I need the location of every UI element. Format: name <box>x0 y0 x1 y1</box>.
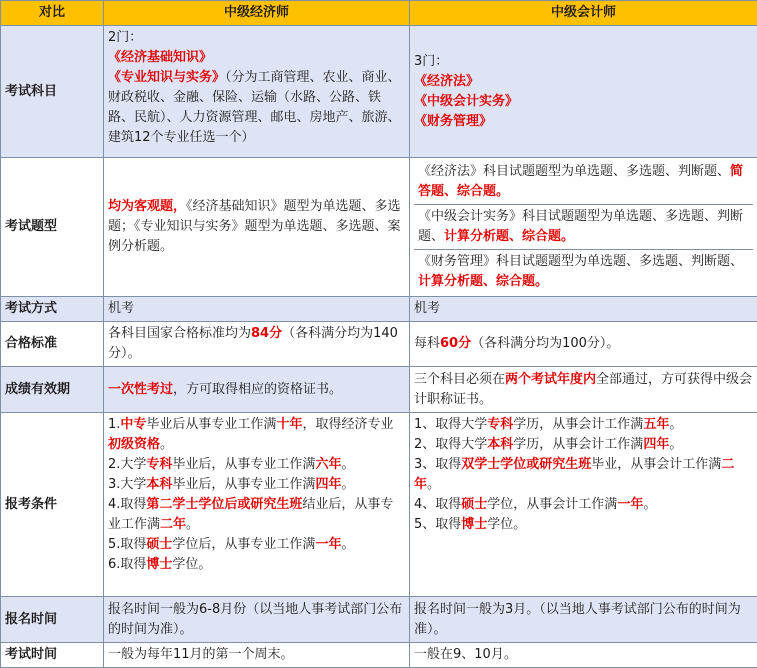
highlight-text: 四年 <box>315 477 341 492</box>
economist-method: 机考 <box>104 297 410 322</box>
condition-text: 。 <box>643 497 656 512</box>
highlight-text: 博士 <box>146 557 172 572</box>
condition-text: 。 <box>669 417 682 432</box>
condition-text: 。 <box>341 477 354 492</box>
economist-exam-time: 一般为每年11月的第一个周末。 <box>104 643 410 668</box>
row-label-reg-time: 报名时间 <box>1 597 104 643</box>
condition-text: 4、取得 <box>414 497 461 512</box>
economist-pass-score: 84分 <box>251 326 282 341</box>
accountant-pass-score: 60分 <box>440 336 471 351</box>
condition-text: 1、取得大学 <box>414 417 487 432</box>
header-economist: 中级经济师 <box>104 1 410 26</box>
condition-text: 毕业后，从事专业工作满 <box>172 457 315 472</box>
condition-text: 毕业，从事会计工作满 <box>591 457 721 472</box>
accountant-subject-1: 《经济法》 <box>414 72 753 92</box>
row-conditions <box>1 413 757 597</box>
highlight-text: 第二学士学位后或研究生班 <box>146 497 302 512</box>
accountant-subject-3: 《财务管理》 <box>414 112 753 132</box>
economist-subject-2-note: （分为工商管理、农业、商业、财政税收、金融、保险、运输（水路、公路、铁路、民航）、人力资源管理、邮电、房地产、旅游、建筑12个专业任选一个） <box>108 70 401 145</box>
economist-condition-item <box>108 495 405 535</box>
condition-text: 学历，从事会计工作满 <box>513 417 643 432</box>
highlight-text: 专科 <box>487 417 513 432</box>
condition-text: 学位。 <box>487 517 526 532</box>
accountant-subject-2: 《中级会计实务》 <box>414 92 753 112</box>
economist-pass-pre: 各科目国家合格标准均为 <box>108 326 251 341</box>
row-label-question-types: 考试题型 <box>1 158 104 297</box>
row-label-method: 考试方式 <box>1 297 104 322</box>
economist-condition-item <box>108 455 405 475</box>
condition-text: 。 <box>186 517 199 532</box>
highlight-text: 五年 <box>643 417 669 432</box>
accountant-method: 机考 <box>410 297 757 322</box>
header-row <box>1 1 757 26</box>
condition-text: 1. <box>108 417 120 432</box>
economist-qt-text: 《经济基础知识》题型为单选题、多选题；《专业知识与实务》题型为单选题、多选题、案例分析题。 <box>108 199 401 254</box>
economist-condition-item <box>108 475 405 495</box>
accountant-subject-count: 3门： <box>414 52 753 72</box>
economist-qt-lead: 均为客观题， <box>108 199 186 214</box>
condition-text: 4.取得 <box>108 497 146 512</box>
accountant-validity-post: 全部通过，方可获得中级会计职称证书。 <box>414 372 752 407</box>
accountant-conditions <box>410 413 757 597</box>
accountant-condition-item <box>414 515 753 535</box>
accountant-qt-text: 《经济法》科目试题题型为单选题、多选题、判断题、 <box>418 164 730 179</box>
economist-pass-post: （各科满分均为140分）。 <box>108 326 398 361</box>
accountant-qt-item <box>414 250 753 294</box>
condition-text: ，取得经济专业 <box>302 417 393 432</box>
economist-condition-item <box>108 535 405 555</box>
condition-text: 毕业后从事专业工作满 <box>146 417 276 432</box>
accountant-qt-red: 简答题、综合题。 <box>418 164 743 199</box>
condition-text: 学位。 <box>172 557 211 572</box>
row-label-exam-time: 考试时间 <box>1 643 104 668</box>
accountant-qt-item <box>414 160 753 205</box>
row-question-types <box>1 158 757 297</box>
economist-validity-post: ，方可取得相应的资格证书。 <box>173 382 342 397</box>
accountant-qt-red: 计算分析题、综合题。 <box>444 229 574 244</box>
row-label-conditions: 报考条件 <box>1 413 104 597</box>
condition-text: 学位，从事会计工作满 <box>487 497 617 512</box>
highlight-text: 四年 <box>643 437 669 452</box>
condition-text: 。 <box>341 537 354 552</box>
economist-question-types <box>104 158 410 297</box>
economist-subject-2: 《专业知识与实务》 <box>108 70 225 85</box>
economist-reg-time: 报名时间一般为6-8月份（以当地人事考试部门公布的时间为准）。 <box>104 597 410 643</box>
accountant-condition-item <box>414 435 753 455</box>
highlight-text: 一年 <box>315 537 341 552</box>
highlight-text: 一年 <box>617 497 643 512</box>
accountant-pass-post: （各科满分均为100分）。 <box>471 336 619 351</box>
condition-text: 6.取得 <box>108 557 146 572</box>
economist-validity-red: 一次性考过 <box>108 382 173 397</box>
row-label-pass: 合格标准 <box>1 322 104 367</box>
header-compare: 对比 <box>1 1 104 26</box>
economist-condition-item <box>108 555 405 575</box>
economist-subject-count: 2门： <box>108 28 405 48</box>
accountant-exam-time: 一般在9、10月。 <box>410 643 757 668</box>
condition-text: 5.取得 <box>108 537 146 552</box>
highlight-text: 六年 <box>315 457 341 472</box>
highlight-text: 硕士 <box>146 537 172 552</box>
condition-text: 。 <box>341 457 354 472</box>
condition-text: 。 <box>427 477 440 492</box>
highlight-text: 本科 <box>146 477 172 492</box>
highlight-text: 中专 <box>120 417 146 432</box>
economist-validity <box>104 367 410 413</box>
row-label-subjects: 考试科目 <box>1 26 104 158</box>
row-method <box>1 297 757 322</box>
economist-pass <box>104 322 410 367</box>
condition-text: 学历，从事会计工作满 <box>513 437 643 452</box>
economist-condition-item <box>108 415 405 455</box>
accountant-qt-item <box>414 205 753 250</box>
highlight-text: 二年 <box>414 457 734 492</box>
row-validity <box>1 367 757 413</box>
row-label-validity: 成绩有效期 <box>1 367 104 413</box>
economist-subjects <box>104 26 410 158</box>
accountant-validity <box>410 367 757 413</box>
condition-text: 结业后，从事专业工作满 <box>108 497 393 532</box>
condition-text: 2、取得大学 <box>414 437 487 452</box>
condition-text: 学位后，从事专业工作满 <box>172 537 315 552</box>
row-pass <box>1 322 757 367</box>
highlight-text: 硕士 <box>461 497 487 512</box>
accountant-qt-red: 计算分析题、综合题。 <box>418 274 548 289</box>
accountant-reg-time: 报名时间一般为3月。（以当地人事考试部门公布的时间为准）。 <box>410 597 757 643</box>
condition-text: 2.大学 <box>108 457 146 472</box>
accountant-subjects <box>410 26 757 158</box>
row-subjects <box>1 26 757 158</box>
accountant-pass <box>410 322 757 367</box>
accountant-validity-pre: 三个科目必须在 <box>414 372 505 387</box>
economist-subject-1: 《经济基础知识》 <box>108 48 405 68</box>
accountant-condition-item <box>414 415 753 435</box>
condition-text: 3.大学 <box>108 477 146 492</box>
accountant-question-types <box>410 158 757 297</box>
highlight-text: 二年 <box>160 517 186 532</box>
condition-text: 。 <box>669 437 682 452</box>
condition-text: 毕业后，从事专业工作满 <box>172 477 315 492</box>
accountant-qt-text: 《财务管理》科目试题题型为单选题、多选题、判断题、 <box>418 254 743 269</box>
highlight-text: 专科 <box>146 457 172 472</box>
highlight-text: 初级资格 <box>108 437 160 452</box>
condition-text: 3、取得 <box>414 457 461 472</box>
accountant-validity-red: 两个考试年度内 <box>505 372 596 387</box>
condition-text: 5、取得 <box>414 517 461 532</box>
accountant-condition-item <box>414 495 753 515</box>
header-accountant: 中级会计师 <box>410 1 757 26</box>
highlight-text: 十年 <box>276 417 302 432</box>
economist-conditions <box>104 413 410 597</box>
accountant-pass-pre: 每科 <box>414 336 440 351</box>
condition-text: 。 <box>160 437 173 452</box>
row-reg-time <box>1 597 757 643</box>
highlight-text: 博士 <box>461 517 487 532</box>
highlight-text: 本科 <box>487 437 513 452</box>
highlight-text: 双学士学位或研究生班 <box>461 457 591 472</box>
accountant-qt-text: 《中级会计实务》科目试题题型为单选题、多选题、判断题、 <box>418 209 743 244</box>
accountant-condition-item <box>414 455 753 495</box>
